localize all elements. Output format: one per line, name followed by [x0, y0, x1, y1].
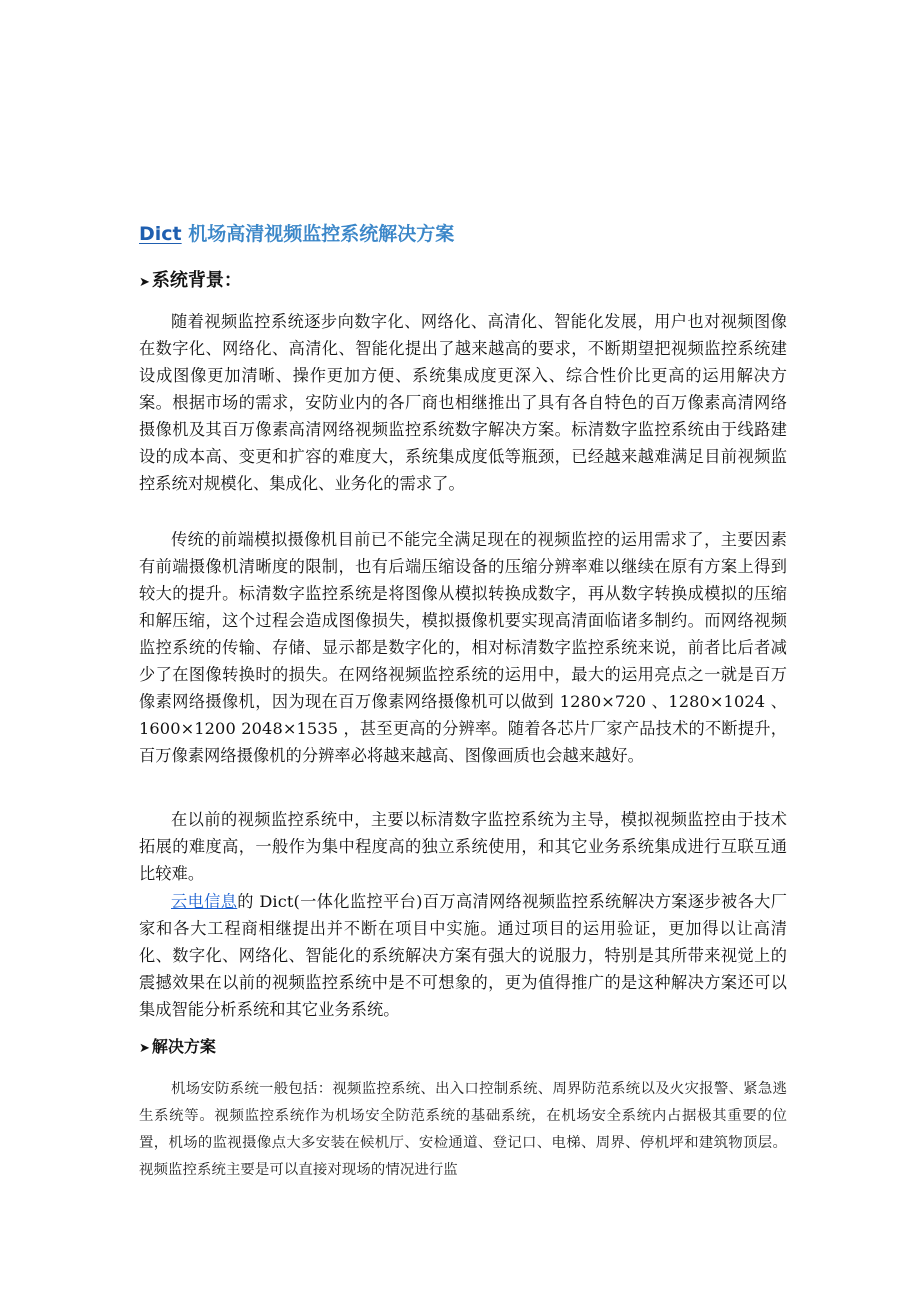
document-page: [139, 218, 787, 1178]
section-heading-solution-text: 解决方案: [151, 1037, 216, 1056]
title-brand-link[interactable]: Dict: [139, 223, 182, 245]
paragraph-3: 在以前的视频监控系统中，主要以标清数字监控系统为主导，模拟视频监控由于技术拓展的难度高，一般作为集中程度高的独立系统使用，和其它业务系统集成进行互联互通比较难。: [139, 810, 787, 883]
paragraph-1: 随着视频监控系统逐步向数字化、网络化、高清化、智能化发展，用户也对视频图像在数字化、网络化、高清化、智能化提出了越来越高的要求，不断期望把视频监控系统建设成图像更加清晰、操作更加方便、系统集成度更深入、综合性价比更高的运用解决方案。根据市场的需求，安防业内的各厂商也相继推出了具有各自特色的百万像素高清网络摄像机及其百万像素高清网络视频监控系统数字解决方案。标清数字监控系统由于线路建设的成本高、变更和扩容的难度大，系统集成度低等瓶颈，已经越来越难满足目前视频监控系统对规模化、集成化、业务化的需求了。: [139, 312, 787, 493]
section-heading-background-text: 系统背景：: [151, 270, 242, 291]
company-link[interactable]: 云电信息: [171, 892, 238, 911]
arrow-bullet-icon: ➤: [139, 1041, 150, 1056]
arrow-bullet-icon: ➤: [139, 275, 150, 290]
paragraph-2: 传统的前端模拟摄像机目前已不能完全满足现在的视频监控的运用需求了，主要因素有前端摄像机清晰度的限制，也有后端压缩设备的压缩分辨率难以继续在原有方案上得到较大的提升。标清数字监控系统是将图像从模拟转换成数字，再从数字转换成模拟的压缩和解压缩，这个过程会造成图像损失，模拟摄像机要实现高清面临诸多制约。而网络视频监控系统的传输、存储、显示都是数字化的，相对标清数字监控系统来说，前者比后者减少了在图像转换时的损失。在网络视频监控系统的运用中，最大的运用亮点之一就是百万像素网络摄像机，因为现在百万像素网络摄像机可以做到 1280×720 、1280×1024 、1600×1200 2048×1535 ，甚至更高的分辨率。随着各芯片厂家产品技术的不断提升，百万像素网络摄像机的分辨率必将越来越高、图像画质也会越来越好。: [139, 530, 787, 765]
paragraph-5: 机场安防系统一般包括：视频监控系统、出入口控制系统、周界防范系统以及火灾报警、紧急逃生系统等。视频监控系统作为机场安全防范系统的基础系统，在机场安全系统内占据极其重要的位置，机场的监视摄像点大多安装在候机厅、安检通道、登记口、电梯、周界、停机坪和建筑物顶层。视频监控系统主要是可以直接对现场的情况进行监: [139, 1081, 787, 1178]
section-heading-solution: [139, 1034, 216, 1062]
paragraph-4-text: 的 Dict(一体化监控平台)百万高清网络视频监控系统解决方案逐步被各大厂家和各大工程商相继提出并不断在项目中实施。通过项目的运用验证，更加得以让高清化、数字化、网络化、智能化的系统解决方案有强大的说服力，特别是其所带来视觉上的震撼效果在以前的视频监控系统中是不可想象的，更为值得推广的是这种解决方案还可以集成智能分析系统和其它业务系统。: [139, 892, 787, 1019]
section-heading-background: [139, 266, 242, 298]
title-text: 机场高清视频监控系统解决方案: [188, 223, 455, 245]
paragraph-4: [139, 888, 787, 1023]
document-title: [139, 218, 787, 250]
